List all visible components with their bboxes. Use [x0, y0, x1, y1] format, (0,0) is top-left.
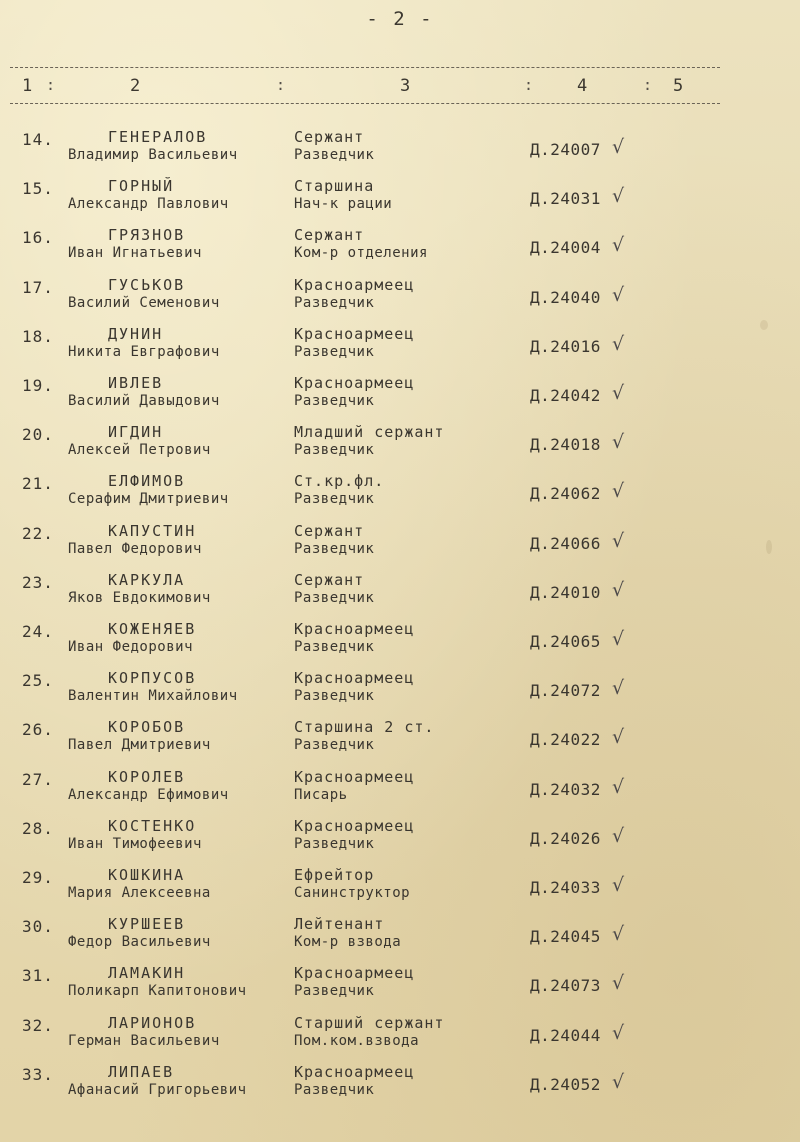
entry-rank: Красноармеец [294, 325, 415, 343]
entry-surname: ИВЛЕВ [108, 374, 164, 392]
entry-given-name: Мария Алексеевна [68, 885, 211, 901]
check-mark-icon: √ [612, 284, 625, 306]
check-mark-icon: √ [612, 530, 625, 552]
entry-code: Д.24066 [530, 534, 601, 553]
entry-code: Д.24042 [530, 386, 601, 405]
entry-code: Д.24007 [530, 140, 601, 159]
entry-position: Санинструктор [294, 885, 411, 901]
entry-code: Д.24018 [530, 435, 601, 454]
entry-number: 31. [22, 966, 54, 985]
check-mark-icon: √ [612, 1022, 625, 1044]
entry-number: 22. [22, 524, 54, 543]
entry-code: Д.24045 [530, 927, 601, 946]
entry-surname: ГРЯЗНОВ [108, 226, 186, 244]
entry-rank: Красноармеец [294, 374, 415, 392]
entry-code: Д.24072 [530, 681, 601, 700]
entry-number: 32. [22, 1016, 54, 1035]
entry-surname: КОЖЕНЯЕВ [108, 620, 197, 638]
check-mark-icon: √ [612, 579, 625, 601]
column-separator: : [524, 76, 534, 94]
entry-surname: КАПУСТИН [108, 522, 197, 540]
entry-number: 33. [22, 1065, 54, 1084]
entry-surname: КОРОБОВ [108, 718, 186, 736]
entry-rank: Младший сержант [294, 423, 445, 441]
entry-rank: Сержант [294, 522, 365, 540]
entry-number: 20. [22, 425, 54, 444]
entry-given-name: Павел Дмитриевич [68, 737, 211, 753]
check-mark-icon: √ [612, 1071, 625, 1093]
column-separator: : [46, 76, 56, 94]
roster-entry [0, 472, 800, 522]
entry-number: 25. [22, 671, 54, 690]
check-mark-icon: √ [612, 923, 625, 945]
roster-entry [0, 276, 800, 326]
entry-rank: Старшина [294, 177, 375, 195]
entry-code: Д.24040 [530, 288, 601, 307]
entry-position: Разведчик [294, 541, 375, 557]
entry-position: Разведчик [294, 590, 375, 606]
entry-position: Разведчик [294, 442, 375, 458]
entry-number: 18. [22, 327, 54, 346]
entry-number: 27. [22, 770, 54, 789]
header-rule-bottom [10, 103, 720, 104]
entry-number: 16. [22, 228, 54, 247]
entry-surname: КУРШЕЕВ [108, 915, 186, 933]
roster-entry [0, 915, 800, 965]
entry-rank: Старший сержант [294, 1014, 445, 1032]
entry-number: 17. [22, 278, 54, 297]
roster-entry [0, 768, 800, 818]
roster-entry [0, 128, 800, 178]
entry-number: 23. [22, 573, 54, 592]
entry-code: Д.24032 [530, 780, 601, 799]
entry-position: Разведчик [294, 393, 375, 409]
roster-entry [0, 964, 800, 1014]
column-separator: : [276, 76, 286, 94]
header-rule-top [10, 67, 720, 68]
check-mark-icon: √ [612, 776, 625, 798]
entry-code: Д.24033 [530, 878, 601, 897]
entry-position: Писарь [294, 787, 348, 803]
entry-surname: ГЕНЕРАЛОВ [108, 128, 208, 146]
entry-position: Ком-р взвода [294, 934, 402, 950]
entry-rank: Сержант [294, 571, 365, 589]
entry-code: Д.24052 [530, 1075, 601, 1094]
entry-position: Ком-р отделения [294, 245, 428, 261]
check-mark-icon: √ [612, 825, 625, 847]
entry-surname: ЕЛФИМОВ [108, 472, 186, 490]
entry-code: Д.24016 [530, 337, 601, 356]
entry-given-name: Иван Тимофеевич [68, 836, 202, 852]
entry-given-name: Серафим Дмитриевич [68, 491, 229, 507]
roster-entry [0, 325, 800, 375]
entry-position: Пом.ком.взвода [294, 1033, 420, 1049]
entry-surname: ЛИПАЕВ [108, 1063, 175, 1081]
entry-number: 29. [22, 868, 54, 887]
check-mark-icon: √ [612, 333, 625, 355]
entry-number: 28. [22, 819, 54, 838]
entry-given-name: Федор Васильевич [68, 934, 211, 950]
check-mark-icon: √ [612, 628, 625, 650]
entry-code: Д.24004 [530, 238, 601, 257]
entry-given-name: Александр Павлович [68, 196, 229, 212]
column-header-2: 2 [130, 76, 141, 96]
entry-surname: КОШКИНА [108, 866, 186, 884]
entry-given-name: Валентин Михайлович [68, 688, 238, 704]
entry-surname: ЛАМАКИН [108, 964, 186, 982]
roster-entry [0, 226, 800, 276]
check-mark-icon: √ [612, 431, 625, 453]
entry-given-name: Афанасий Григорьевич [68, 1082, 247, 1098]
entry-rank: Красноармеец [294, 1063, 415, 1081]
entry-rank: Ст.кр.фл. [294, 472, 385, 490]
check-mark-icon: √ [612, 677, 625, 699]
entry-given-name: Поликарп Капитонович [68, 983, 247, 999]
check-mark-icon: √ [612, 234, 625, 256]
entry-code: Д.24026 [530, 829, 601, 848]
entry-rank: Сержант [294, 128, 365, 146]
entry-number: 15. [22, 179, 54, 198]
entry-position: Разведчик [294, 344, 375, 360]
entry-number: 30. [22, 917, 54, 936]
entry-position: Разведчик [294, 836, 375, 852]
roster-entry [0, 718, 800, 768]
entry-position: Разведчик [294, 688, 375, 704]
column-header-1: 1 [22, 76, 33, 96]
column-header-5: 5 [673, 76, 684, 96]
entry-rank: Красноармеец [294, 964, 415, 982]
entry-number: 21. [22, 474, 54, 493]
entry-position: Разведчик [294, 1082, 375, 1098]
roster-entry [0, 571, 800, 621]
entry-surname: ГУСЬКОВ [108, 276, 186, 294]
entry-surname: ЛАРИОНОВ [108, 1014, 197, 1032]
check-mark-icon: √ [612, 480, 625, 502]
entry-rank: Старшина 2 ст. [294, 718, 435, 736]
roster-entry [0, 1063, 800, 1113]
entry-number: 19. [22, 376, 54, 395]
check-mark-icon: √ [612, 726, 625, 748]
entry-code: Д.24022 [530, 730, 601, 749]
entry-surname: КАРКУЛА [108, 571, 186, 589]
column-header-3: 3 [400, 76, 411, 96]
entry-given-name: Иван Игнатьевич [68, 245, 202, 261]
entry-rank: Красноармеец [294, 768, 415, 786]
entry-position: Нач-к рации [294, 196, 393, 212]
entry-code: Д.24031 [530, 189, 601, 208]
entry-rank: Красноармеец [294, 620, 415, 638]
column-separator: : [643, 76, 653, 94]
roster-entry [0, 620, 800, 670]
entry-number: 24. [22, 622, 54, 641]
roster-entry [0, 866, 800, 916]
entry-surname: КОРПУСОВ [108, 669, 197, 687]
entry-surname: ИГДИН [108, 423, 164, 441]
entry-code: Д.24073 [530, 976, 601, 995]
entry-rank: Красноармеец [294, 669, 415, 687]
entry-surname: КОСТЕНКО [108, 817, 197, 835]
entry-given-name: Никита Евграфович [68, 344, 220, 360]
entry-rank: Лейтенант [294, 915, 385, 933]
entry-position: Разведчик [294, 147, 375, 163]
entry-number: 26. [22, 720, 54, 739]
roster-entry [0, 374, 800, 424]
entry-position: Разведчик [294, 295, 375, 311]
column-header-4: 4 [577, 76, 588, 96]
entry-code: Д.24044 [530, 1026, 601, 1045]
roster-entry [0, 423, 800, 473]
entry-given-name: Александр Ефимович [68, 787, 229, 803]
entry-rank: Красноармеец [294, 276, 415, 294]
check-mark-icon: √ [612, 185, 625, 207]
check-mark-icon: √ [612, 972, 625, 994]
entry-position: Разведчик [294, 737, 375, 753]
entry-code: Д.24010 [530, 583, 601, 602]
entry-given-name: Владимир Васильевич [68, 147, 238, 163]
check-mark-icon: √ [612, 136, 625, 158]
entry-given-name: Алексей Петрович [68, 442, 211, 458]
entry-surname: ГОРНЫЙ [108, 177, 175, 195]
roster-entry [0, 669, 800, 719]
page-number: - 2 - [366, 8, 434, 30]
entry-given-name: Иван Федорович [68, 639, 194, 655]
roster-entry [0, 522, 800, 572]
entry-surname: ДУНИН [108, 325, 164, 343]
entry-code: Д.24062 [530, 484, 601, 503]
entry-given-name: Павел Федорович [68, 541, 202, 557]
entry-given-name: Василий Давыдович [68, 393, 220, 409]
entry-rank: Ефрейтор [294, 866, 375, 884]
check-mark-icon: √ [612, 382, 625, 404]
entry-given-name: Герман Васильевич [68, 1033, 220, 1049]
entry-rank: Красноармеец [294, 817, 415, 835]
check-mark-icon: √ [612, 874, 625, 896]
entry-given-name: Яков Евдокимович [68, 590, 211, 606]
roster-entry [0, 177, 800, 227]
entry-rank: Сержант [294, 226, 365, 244]
roster-entry [0, 1014, 800, 1064]
entry-number: 14. [22, 130, 54, 149]
entry-position: Разведчик [294, 491, 375, 507]
entry-position: Разведчик [294, 983, 375, 999]
entry-position: Разведчик [294, 639, 375, 655]
entry-given-name: Василий Семенович [68, 295, 220, 311]
entry-surname: КОРОЛЕВ [108, 768, 186, 786]
roster-entry [0, 817, 800, 867]
entry-code: Д.24065 [530, 632, 601, 651]
